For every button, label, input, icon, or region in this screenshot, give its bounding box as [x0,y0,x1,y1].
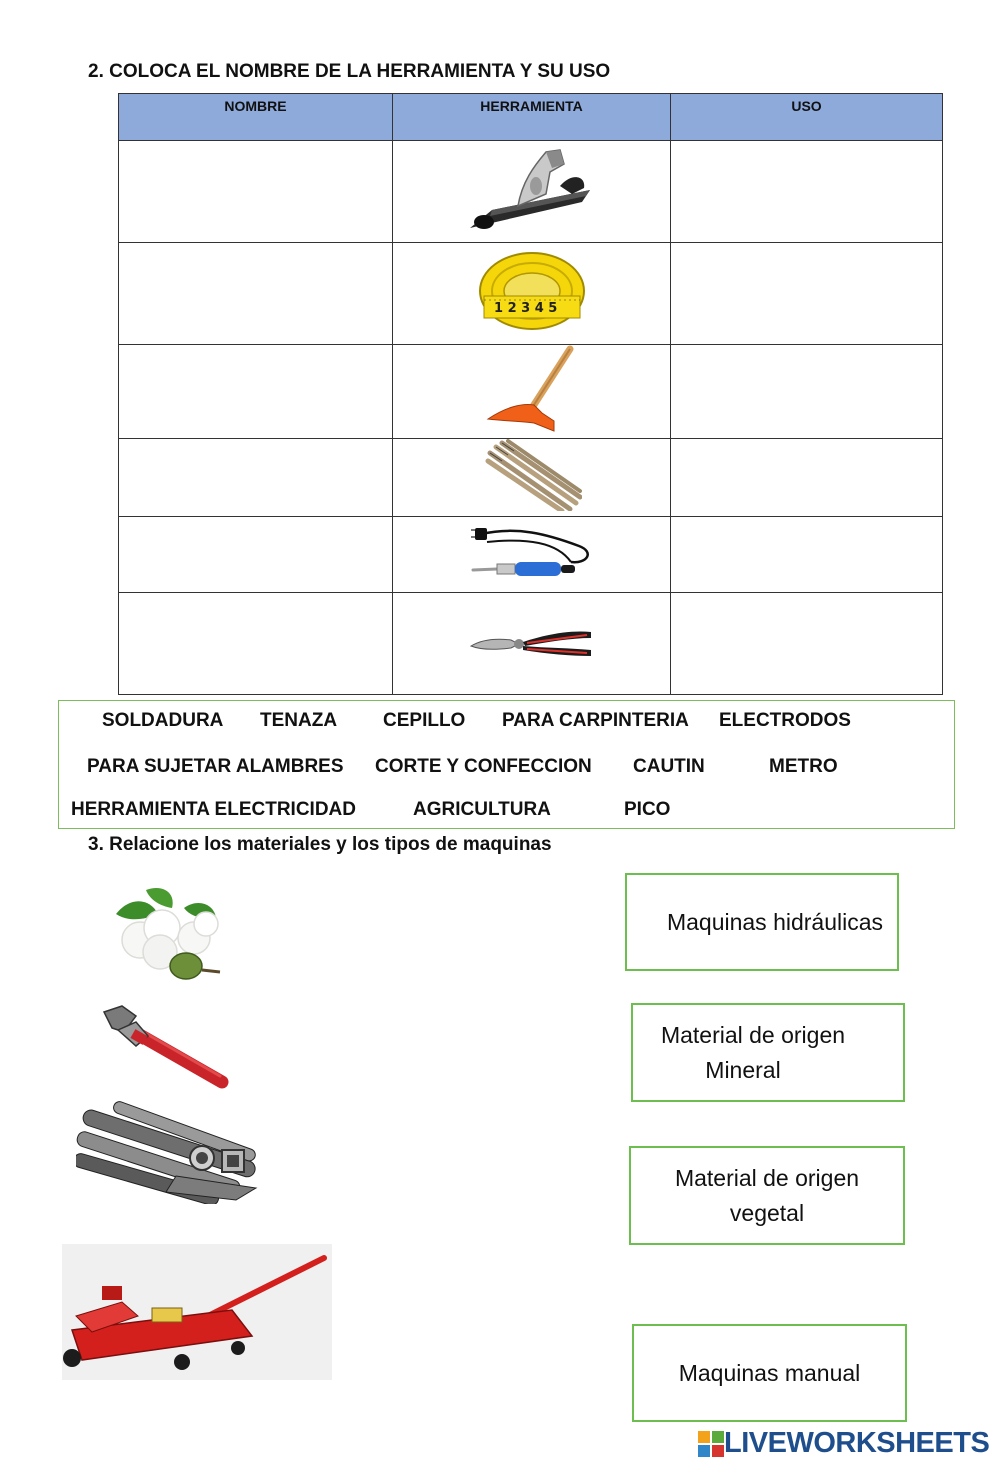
tape-measure-icon [472,246,592,336]
cotton-icon[interactable] [106,884,228,986]
word-tenaza[interactable]: TENAZA [260,710,338,731]
uso-cell[interactable] [671,243,943,345]
header-nombre: NOMBRE [119,94,393,141]
box-material-mineral[interactable] [631,1003,905,1102]
herramienta-cell [393,141,671,243]
table-header-row [119,94,943,141]
nombre-cell[interactable] [119,243,393,345]
word-agricultura[interactable]: AGRICULTURA [413,799,551,820]
nombre-cell[interactable] [119,439,393,517]
word-pico[interactable]: PICO [624,799,671,820]
herramienta-cell [393,593,671,695]
liveworksheets-logo-icon [698,1431,724,1457]
nombre-cell[interactable] [119,345,393,439]
box-maquinas-hidraulicas-label: Maquinas hidráulicas [666,908,884,935]
word-para-sujetar-alambres[interactable]: PARA SUJETAR ALAMBRES [87,756,344,777]
word-bank [58,700,955,829]
word-cepillo[interactable]: CEPILLO [383,710,466,731]
table-row [119,593,943,695]
nombre-cell[interactable] [119,593,393,695]
table-row [119,439,943,517]
pipe-wrench-icon[interactable] [96,1002,232,1090]
word-herramienta-electricidad[interactable]: HERRAMIENTA ELECTRICIDAD [71,799,356,820]
uso-cell[interactable] [671,439,943,517]
word-soldadura[interactable]: SOLDADURA [102,710,224,731]
section-2-title: 2. COLOCA EL NOMBRE DE LA HERRAMIENTA Y SU USO [88,61,611,82]
header-herramienta: HERRAMIENTA [393,94,671,141]
pickaxe-icon [482,345,582,433]
word-metro[interactable]: METRO [769,756,838,777]
box-maquinas-hidraulicas[interactable] [625,873,899,971]
pliers-icon [467,616,597,666]
header-uso: USO [671,94,943,141]
liveworksheets-logo [698,1427,989,1460]
word-cautin[interactable]: CAUTIN [633,756,705,777]
nombre-cell[interactable] [119,141,393,243]
uso-cell[interactable] [671,517,943,593]
steel-bars-icon[interactable] [76,1096,266,1204]
brand-name: LIVEWORKSHEETS [724,1427,990,1459]
svg-text:1 2 3 4 5: 1 2 3 4 5 [493,301,557,316]
box-maquinas-manual[interactable] [632,1324,907,1422]
tools-table [118,93,943,695]
table-row [119,243,943,345]
word-corte-y-confeccion[interactable]: CORTE Y CONFECCION [375,756,592,777]
uso-cell[interactable] [671,345,943,439]
box-material-mineral-line2: Mineral [705,1056,781,1083]
box-maquinas-manual-label: Maquinas manual [678,1359,861,1386]
electrodes-icon [482,439,582,511]
word-electrodos[interactable]: ELECTRODOS [719,710,851,731]
herramienta-cell [393,439,671,517]
uso-cell[interactable] [671,593,943,695]
plane-icon [462,142,602,237]
herramienta-cell [393,243,671,345]
section-3-title: 3. Relacione los materiales y los tipos de maquinas [88,834,552,855]
herramienta-cell [393,345,671,439]
box-material-mineral-line1: Material de origen [660,1022,846,1048]
hydraulic-jack-icon[interactable] [62,1244,332,1380]
box-material-vegetal-line2: vegetal [729,1199,805,1226]
table-row [119,517,943,593]
soldering-iron-icon [467,520,597,584]
herramienta-cell [393,517,671,593]
nombre-cell[interactable] [119,517,393,593]
box-material-vegetal-line1: Material de origen [674,1165,860,1191]
table-row [119,141,943,243]
uso-cell[interactable] [671,141,943,243]
box-material-vegetal[interactable] [629,1146,905,1245]
word-para-carpinteria[interactable]: PARA CARPINTERIA [502,710,689,731]
table-row [119,345,943,439]
